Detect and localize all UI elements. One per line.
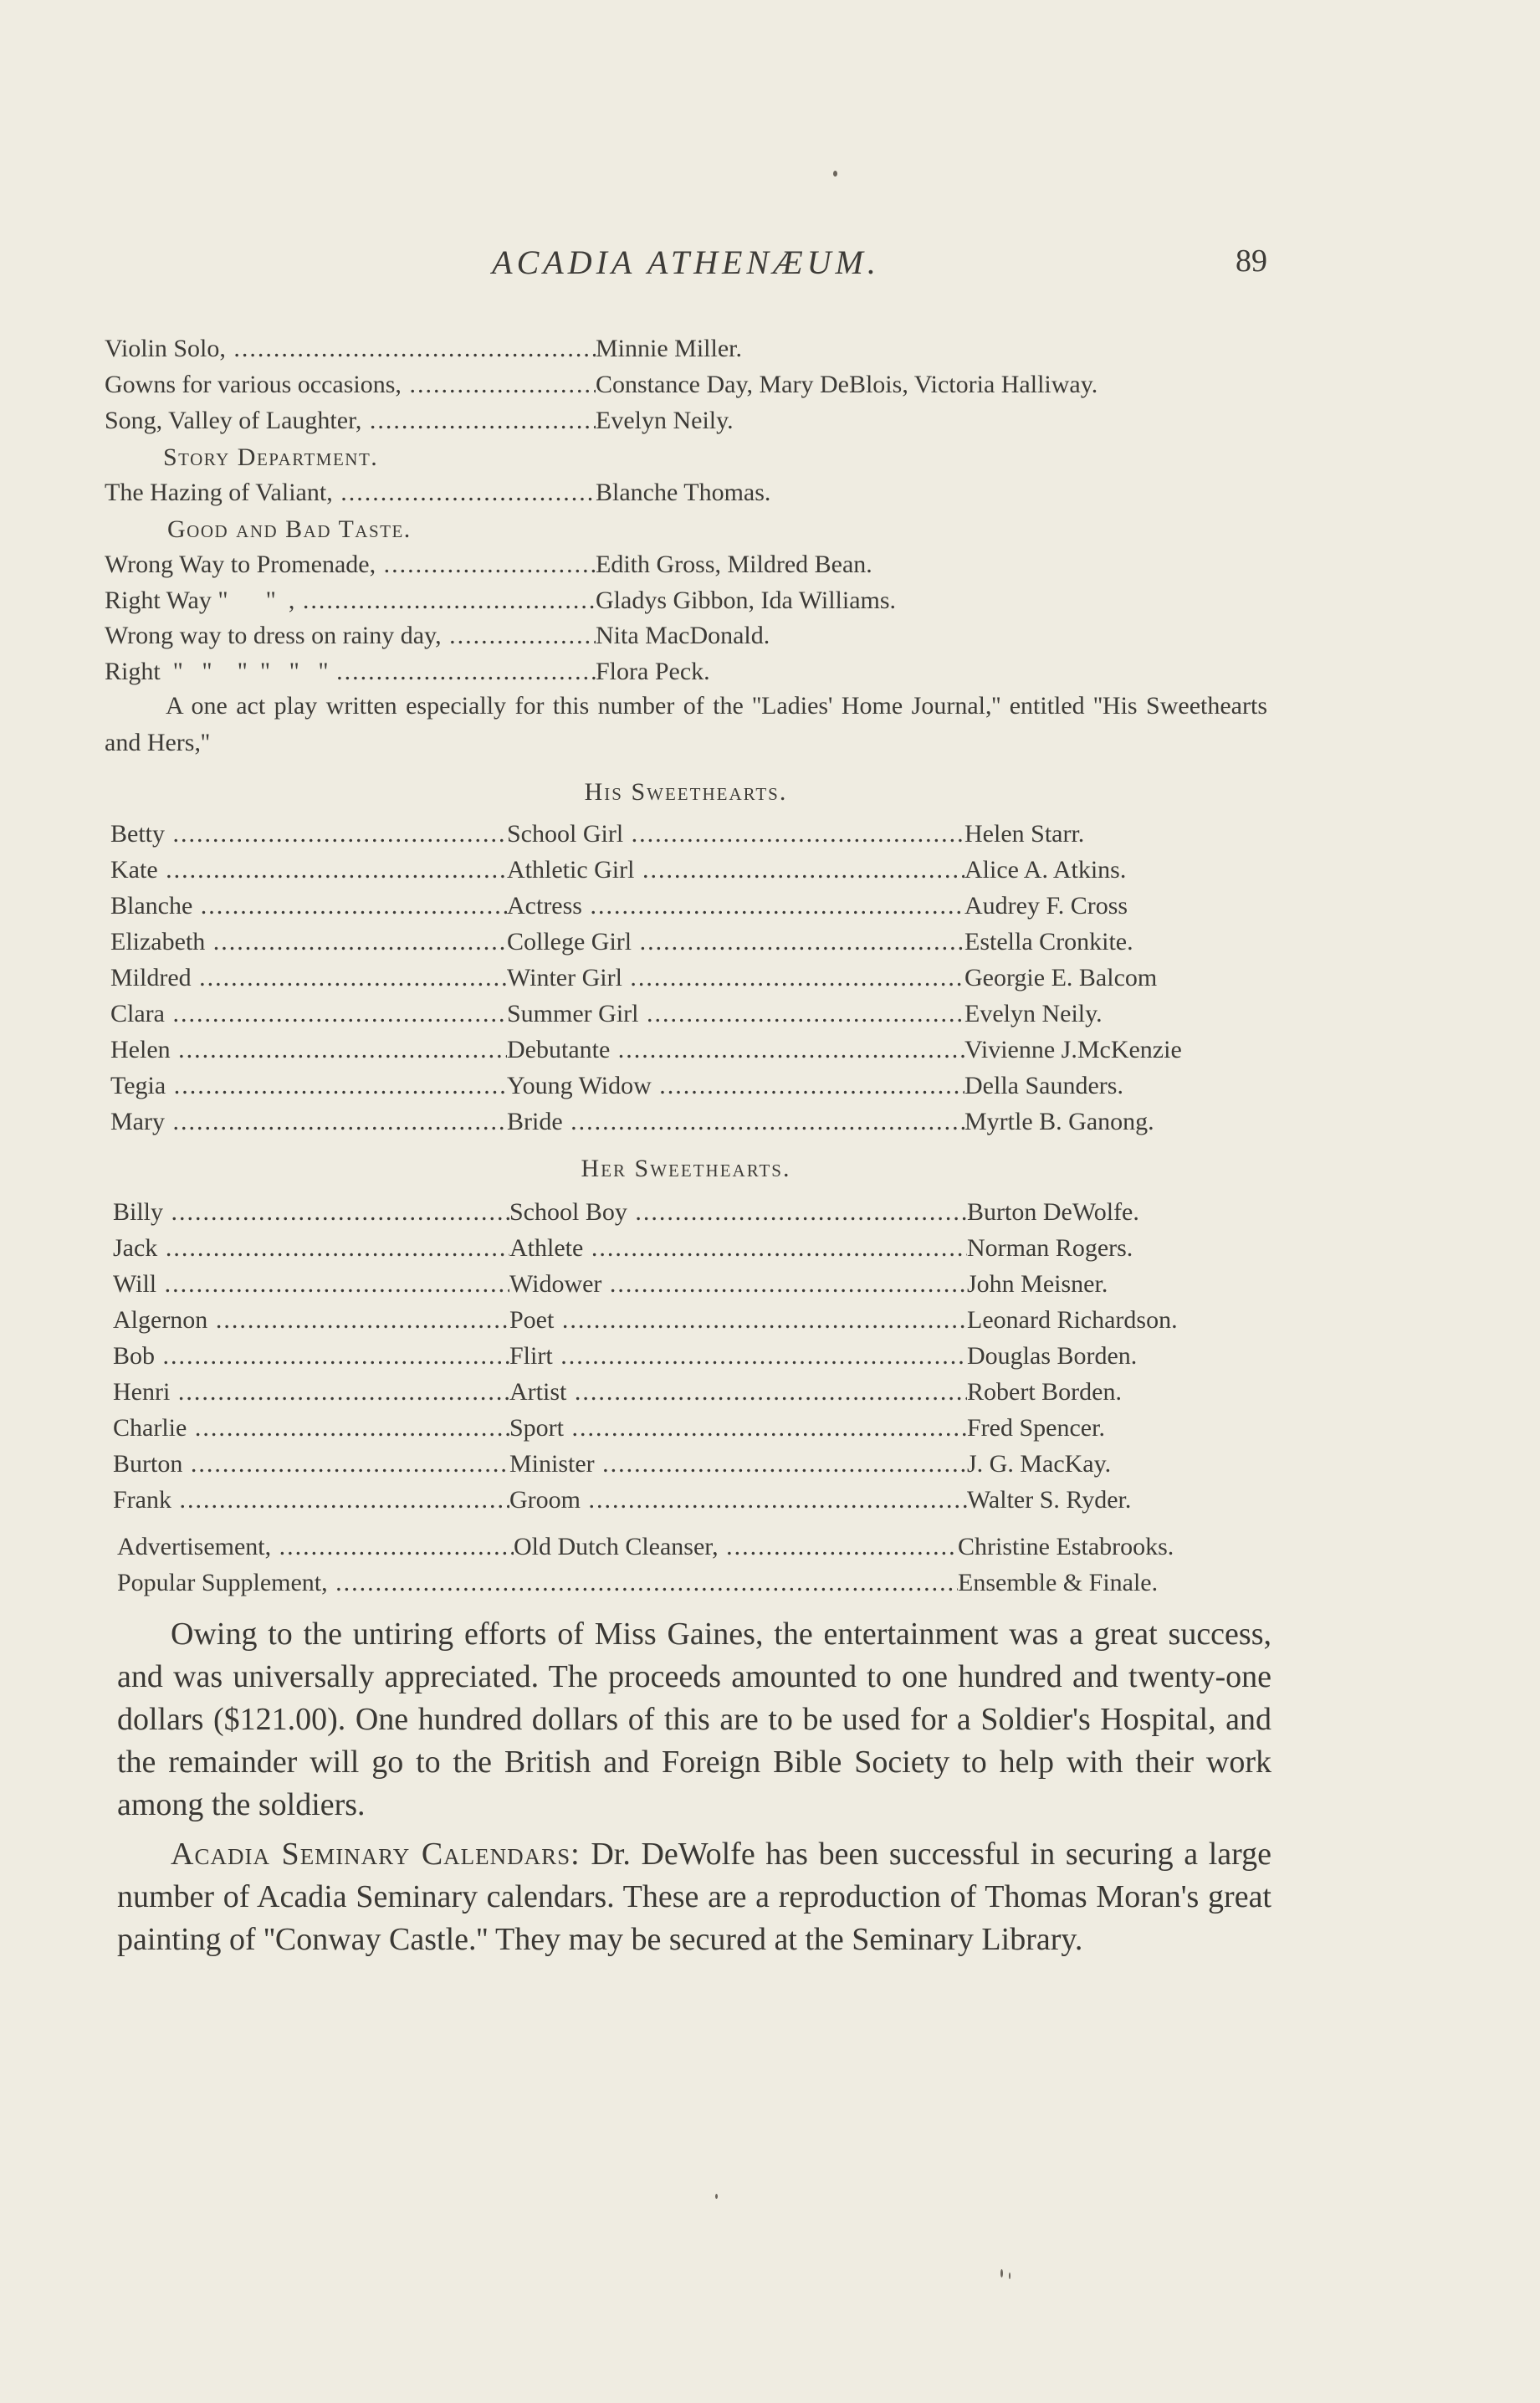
actor-name: Georgie E. Balcom — [964, 964, 1158, 991]
character-role: Actress ..... — [507, 892, 964, 920]
actor-name: Leonard Richardson. — [967, 1306, 1178, 1334]
program-item: Violin Solo, ..... — [105, 335, 596, 363]
ink-speck — [833, 171, 837, 177]
program-performer: Constance Day, Mary DeBlois, Victoria Halliway. — [596, 371, 1098, 398]
actor-name: John Meisner. — [967, 1270, 1108, 1298]
program-item: Popular Supplement, ..... — [117, 1569, 958, 1597]
actor-name: Myrtle B. Ganong. — [964, 1108, 1154, 1135]
program-performer: Nita MacDonald. — [596, 622, 770, 649]
program-performer: Flora Peck. — [596, 658, 710, 685]
program-entry — [105, 407, 1267, 435]
cast-row — [113, 1486, 1267, 1514]
actor-name: Robert Borden. — [967, 1378, 1122, 1406]
character-role: School Girl ..... — [507, 820, 964, 848]
character-name: Frank ..... — [113, 1486, 509, 1514]
program-entry — [105, 551, 1267, 579]
play-introduction: A one act play written especially for this number of the ''Ladies' Home Journal,'' entitled ''His Sweethearts and Hers,'' — [105, 692, 1267, 756]
character-role: Young Widow ..... — [507, 1072, 964, 1100]
cast-row — [110, 856, 1265, 884]
actor-name: Audrey F. Cross — [964, 892, 1128, 920]
cast-row — [110, 892, 1265, 920]
character-name: Blanche ..... — [110, 892, 507, 920]
character-role: College Girl ..... — [507, 928, 964, 956]
cast-row — [113, 1270, 1267, 1299]
cast-row — [110, 1072, 1265, 1100]
proceeds-paragraph: Owing to the untiring efforts of Miss Gaines, the entertainment was a great success, and was universally appreciated. The proceeds amounted to one hundred and twenty-one dollars ($121.00). One hundred dollars of this are to be used for a Soldier's Hospital, and the remainder will go to the British and Foreign Bible Society to help with their work among the soldiers. — [117, 1617, 1271, 1822]
page-number: 89 — [1236, 243, 1267, 279]
character-name: Algernon ..... — [113, 1306, 509, 1335]
character-name: Will ..... — [113, 1270, 509, 1299]
cast-row — [113, 1198, 1267, 1227]
character-name: Helen ..... — [110, 1036, 507, 1064]
character-name: Clara ..... — [110, 1000, 507, 1028]
character-name: Bob ..... — [113, 1342, 509, 1371]
program-item: The Hazing of Valiant, ..... — [105, 479, 596, 507]
character-name: Jack ..... — [113, 1234, 509, 1263]
program-performer: Christine Estabrooks. — [958, 1533, 1174, 1560]
character-name: Kate ..... — [110, 856, 507, 884]
actor-name: Evelyn Neily. — [964, 1000, 1103, 1027]
actor-name: Fred Spencer. — [967, 1414, 1105, 1442]
character-role: Bride ..... — [507, 1108, 964, 1136]
cast-row — [110, 1108, 1265, 1136]
program-role: Old Dutch Cleanser, ..... — [514, 1533, 958, 1561]
character-role: Athletic Girl ..... — [507, 856, 964, 884]
program-item: Gowns for various occasions, ..... — [105, 371, 596, 399]
actor-name: Vivienne J.McKenzie — [964, 1036, 1182, 1063]
program-entry — [105, 335, 1267, 363]
program-entry — [105, 587, 1267, 615]
running-header — [105, 243, 1267, 284]
program-item: Right " " " " " " ..... — [105, 658, 596, 686]
program-performer: Evelyn Neily. — [596, 407, 734, 434]
cast-row — [113, 1450, 1267, 1478]
her-sweethearts-heading: Her Sweethearts. — [581, 1155, 791, 1182]
cast-row — [110, 820, 1265, 848]
cast-row — [113, 1306, 1267, 1335]
character-role: Flirt ..... — [509, 1342, 967, 1371]
character-name: Charlie ..... — [113, 1414, 509, 1442]
supplement-entry — [117, 1569, 1271, 1597]
ink-speck — [715, 2194, 718, 2199]
cast-row — [113, 1342, 1267, 1371]
actor-name: J. G. MacKay. — [967, 1450, 1112, 1478]
program-performer: Blanche Thomas. — [596, 479, 771, 506]
character-role: Groom ..... — [509, 1486, 967, 1514]
cast-row — [110, 1036, 1265, 1064]
character-role: Sport ..... — [509, 1414, 967, 1442]
program-performer: Minnie Miller. — [596, 335, 742, 362]
cast-row — [110, 964, 1265, 992]
program-item: Wrong Way to Promenade, ..... — [105, 551, 596, 579]
program-entry — [105, 658, 1267, 686]
cast-row — [113, 1378, 1267, 1406]
character-name: Burton ..... — [113, 1450, 509, 1478]
ink-speck — [1000, 2269, 1003, 2277]
journal-title: ACADIA ATHENÆUM. — [492, 243, 880, 281]
character-name: Henri ..... — [113, 1378, 509, 1406]
character-role: Summer Girl ..... — [507, 1000, 964, 1028]
character-role: Winter Girl ..... — [507, 964, 964, 992]
cast-row — [113, 1234, 1267, 1263]
actor-name: Della Saunders. — [964, 1072, 1123, 1099]
program-performer: Ensemble & Finale. — [958, 1569, 1159, 1596]
character-role: Widower ..... — [509, 1270, 967, 1299]
character-role: School Boy ..... — [509, 1198, 967, 1227]
calendars-heading: Acadia Seminary Calendars: — [171, 1837, 581, 1872]
closing-text — [117, 1613, 1271, 1961]
character-name: Mary ..... — [110, 1108, 507, 1136]
actor-name: Walter S. Ryder. — [967, 1486, 1132, 1514]
advertisement-entry — [117, 1533, 1271, 1561]
actor-name: Estella Cronkite. — [964, 928, 1133, 956]
program-performer: Edith Gross, Mildred Bean. — [596, 551, 872, 578]
character-name: Betty ..... — [110, 820, 507, 848]
character-role: Debutante ..... — [507, 1036, 964, 1064]
character-name: Tegia ..... — [110, 1072, 507, 1100]
calendars-paragraph — [117, 1833, 1271, 1961]
program-entry — [105, 622, 1267, 650]
character-name: Mildred ..... — [110, 964, 507, 992]
actor-name: Douglas Borden. — [967, 1342, 1138, 1370]
calendars-text: Dr. DeWolfe has been successful in securing a large number of Acadia Seminary calendars. These are a reproduction of Thomas Moran's great painting of ''Conway Castle.'' They may be secured at the Seminary Library. — [117, 1837, 1271, 1957]
character-role: Minister ..... — [509, 1450, 967, 1478]
actor-name: Norman Rogers. — [967, 1234, 1133, 1262]
actor-name: Alice A. Atkins. — [964, 856, 1127, 884]
program-item: Song, Valley of Laughter, ..... — [105, 407, 596, 435]
section-heading-taste: Good and Bad Taste. — [167, 515, 412, 543]
program-entry — [105, 479, 1267, 507]
actor-name: Burton DeWolfe. — [967, 1198, 1139, 1226]
character-role: Poet ..... — [509, 1306, 967, 1335]
cast-row — [113, 1414, 1267, 1442]
section-heading-story: Story Department. — [163, 443, 379, 471]
program-item: Right Way " " , ..... — [105, 587, 596, 615]
ink-speck — [1009, 2272, 1010, 2279]
program-entry — [105, 371, 1267, 399]
character-name: Billy ..... — [113, 1198, 509, 1227]
program-performer: Gladys Gibbon, Ida Williams. — [596, 587, 897, 614]
cast-row — [110, 1000, 1265, 1028]
program-item: Wrong way to dress on rainy day, ..... — [105, 622, 596, 650]
his-sweethearts-heading: His Sweethearts. — [584, 778, 788, 806]
cast-row — [110, 928, 1265, 956]
program-item: Advertisement, ..... — [117, 1533, 514, 1561]
character-name: Elizabeth ..... — [110, 928, 507, 956]
actor-name: Helen Starr. — [964, 820, 1085, 848]
character-role: Athlete ..... — [509, 1234, 967, 1263]
character-role: Artist ..... — [509, 1378, 967, 1406]
